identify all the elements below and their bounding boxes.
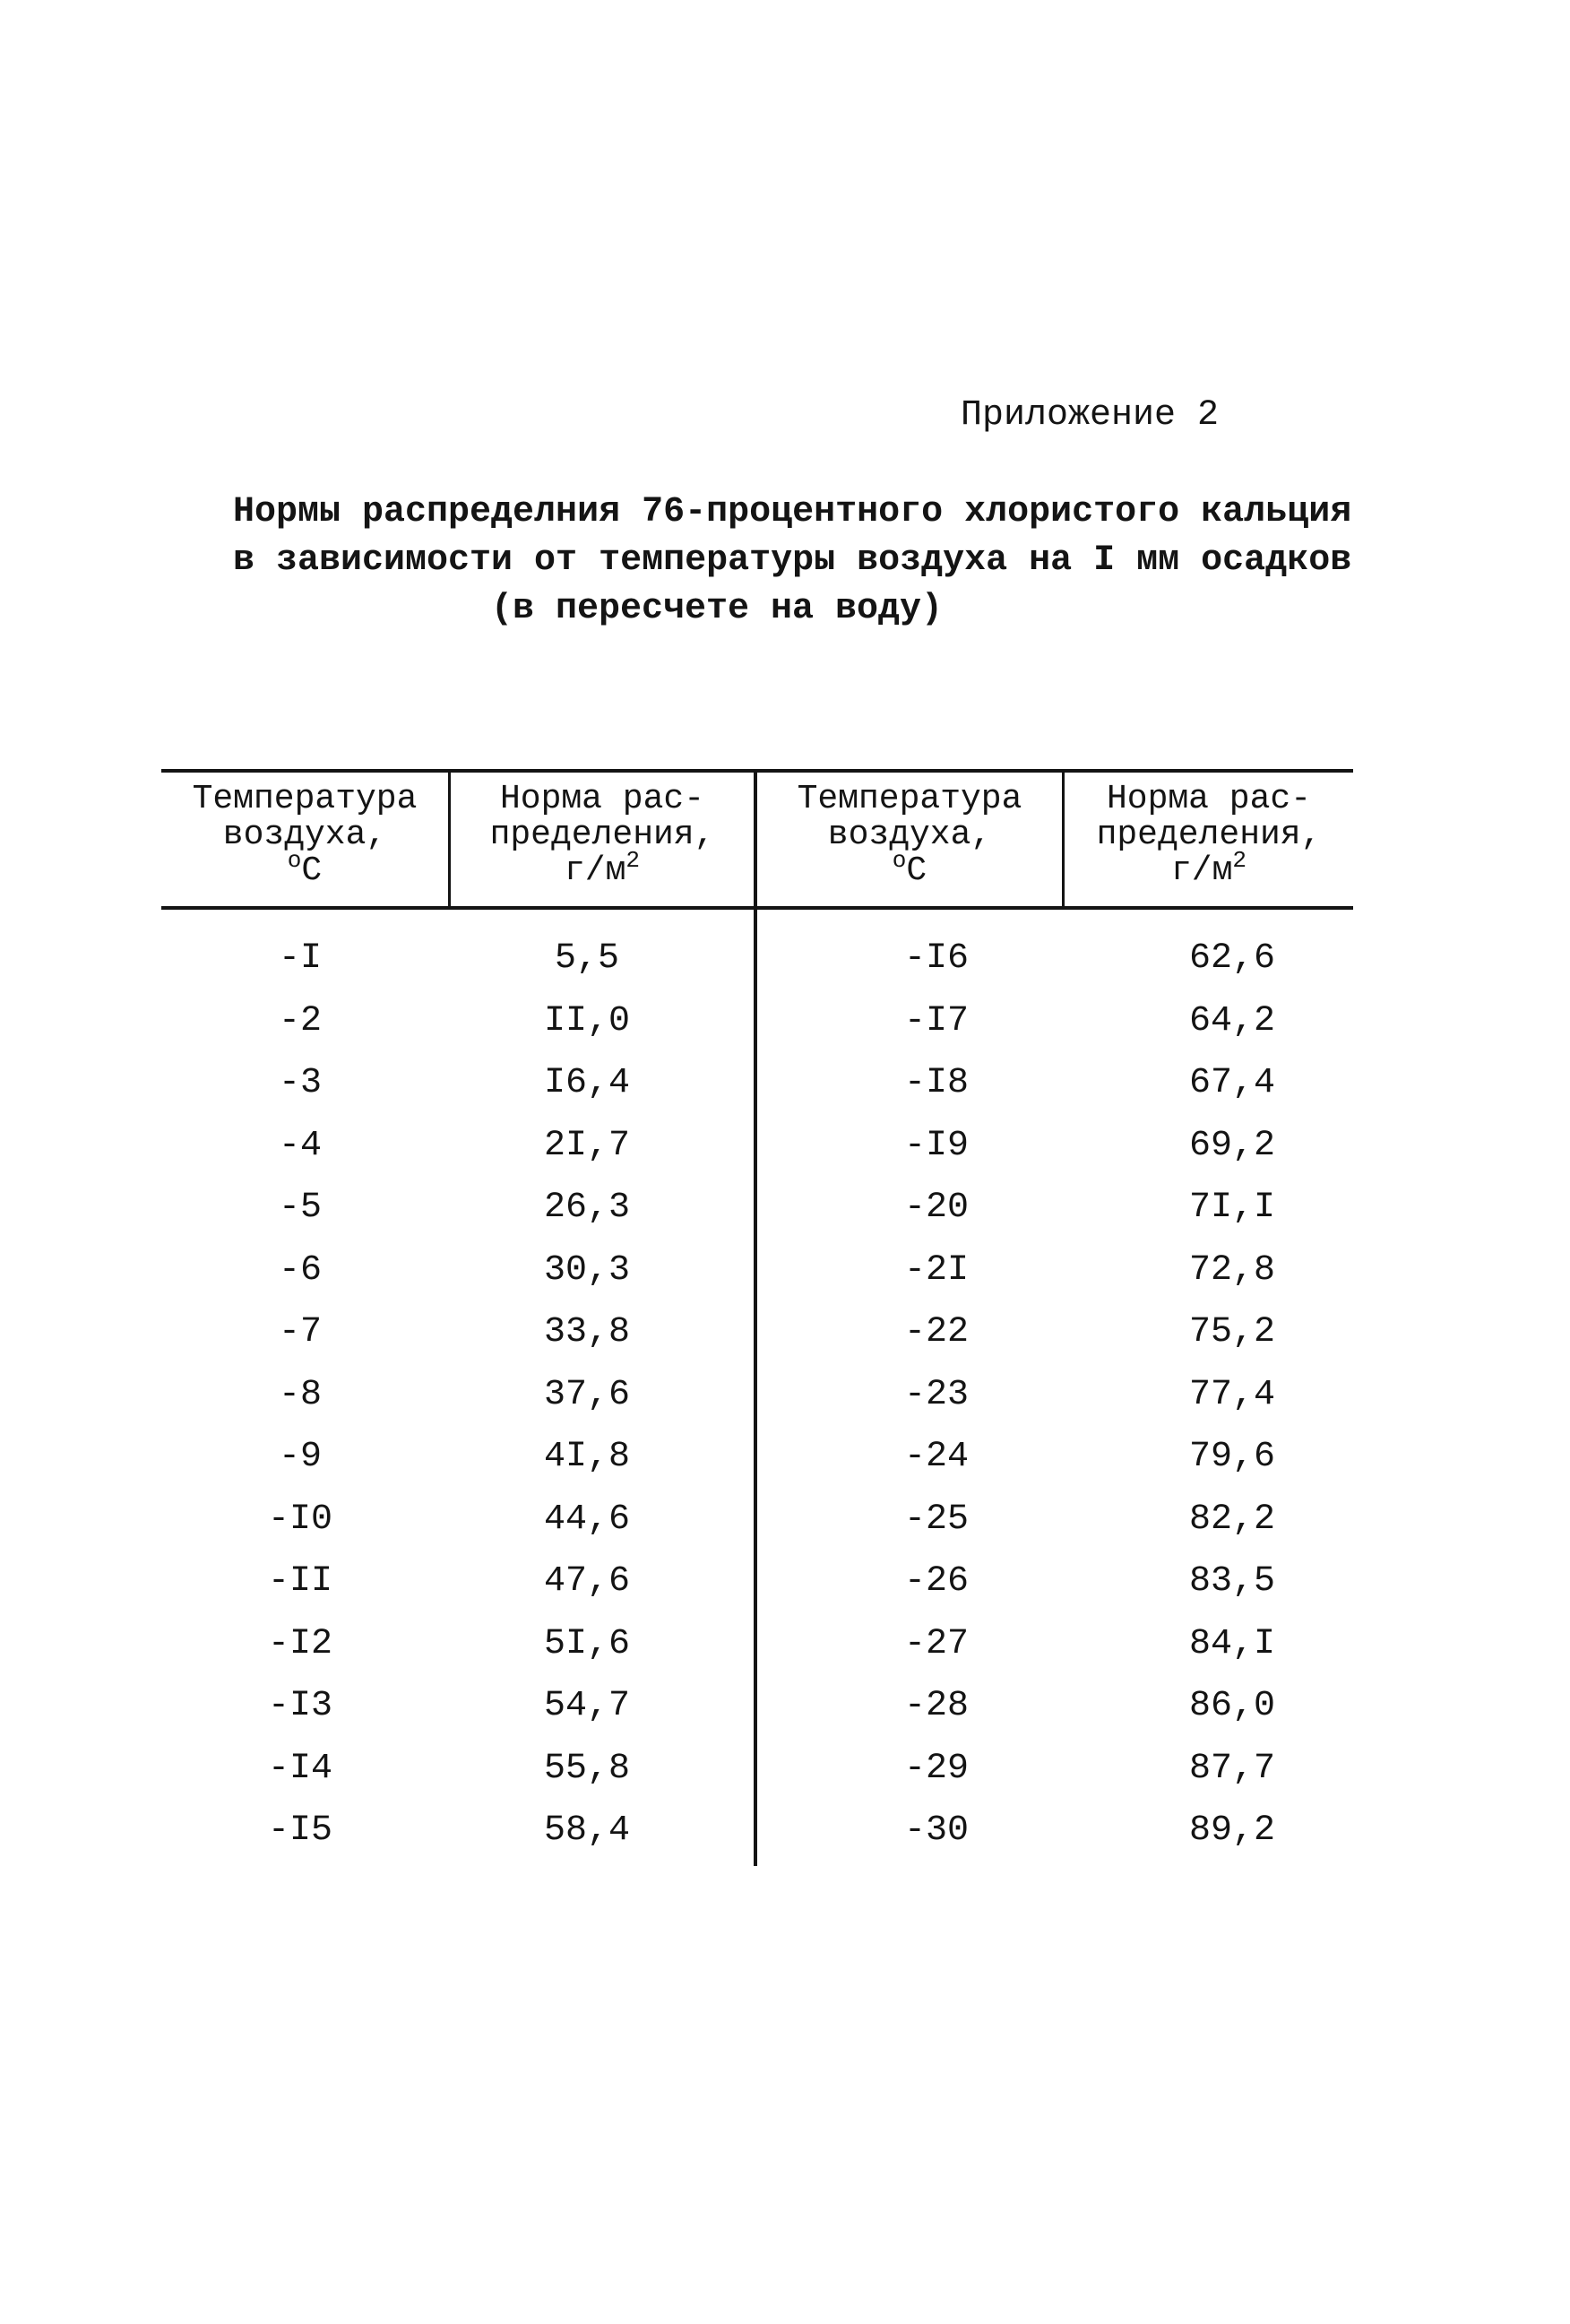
unit-sup: 2 — [625, 847, 641, 874]
temperature-cell: -I3 — [267, 1686, 332, 1726]
norm-cell: 30,3 — [543, 1249, 630, 1291]
header-norm-line2: пределения, — [489, 816, 715, 854]
temperature-cell: -I5 — [267, 1810, 332, 1851]
degree-sup: o — [287, 847, 302, 874]
temperature-cell: -24 — [903, 1437, 969, 1477]
norm-cell: 86,0 — [1188, 1686, 1275, 1726]
temperature-cell: -27 — [903, 1623, 969, 1664]
header-bottom-rule — [161, 906, 1353, 910]
header-norm-unit — [1065, 847, 1353, 890]
temperature-cell: -29 — [903, 1748, 969, 1789]
appendix-label: Приложение 2 — [960, 395, 1219, 436]
header-norm-line1: Норма рас- — [499, 780, 705, 818]
norm-cell: 47,6 — [543, 1561, 630, 1602]
table-row — [161, 1675, 1353, 1738]
norm-cell: 84,I — [1188, 1623, 1275, 1664]
header-temp-line1: Температура — [192, 780, 418, 818]
temperature-cell: -8 — [278, 1374, 322, 1415]
title-line-2: в зависимости от температуры воздуха на I мм осадков — [233, 540, 1352, 581]
norm-cell: 89,2 — [1188, 1810, 1275, 1851]
header-norm-line2: пределения, — [1096, 816, 1322, 854]
temperature-cell: -I2 — [267, 1623, 332, 1664]
norm-cell: 77,4 — [1188, 1374, 1275, 1415]
temperature-cell: -20 — [903, 1188, 969, 1228]
unit-sup: 2 — [1232, 847, 1247, 874]
header-norm-left — [451, 782, 754, 889]
table-row — [161, 928, 1353, 990]
table-top-rule — [161, 769, 1353, 773]
temperature-cell: -23 — [903, 1374, 969, 1415]
header-temp-line2: воздуха, — [222, 816, 387, 854]
header-norm-line1: Норма рас- — [1106, 780, 1312, 818]
header-temp-line2: воздуха, — [827, 816, 992, 854]
norm-cell: 5I,6 — [543, 1623, 630, 1664]
norm-cell: 26,3 — [543, 1188, 630, 1228]
temperature-cell: -I7 — [903, 1000, 969, 1041]
table-body — [161, 928, 1353, 1862]
table-row — [161, 1115, 1353, 1178]
temperature-cell: -I0 — [267, 1499, 332, 1540]
norm-cell: 79,6 — [1188, 1437, 1275, 1477]
table-row — [161, 1177, 1353, 1240]
norm-cell: 82,2 — [1188, 1499, 1275, 1540]
norm-cell: 83,5 — [1188, 1561, 1275, 1602]
temperature-cell: -2I — [903, 1249, 969, 1291]
table-row — [161, 1800, 1353, 1862]
header-temp-unit — [161, 847, 448, 890]
norm-cell: 44,6 — [543, 1499, 630, 1540]
temperature-cell: -22 — [903, 1312, 969, 1352]
header-temp-unit — [757, 847, 1062, 890]
norm-cell: II,0 — [543, 1000, 630, 1041]
table-row — [161, 1364, 1353, 1427]
temperature-cell: -7 — [278, 1312, 322, 1352]
table-row — [161, 1052, 1353, 1115]
norm-cell: 58,4 — [543, 1810, 630, 1851]
norm-cell: 87,7 — [1188, 1748, 1275, 1789]
table-row — [161, 1551, 1353, 1613]
table-row — [161, 1301, 1353, 1364]
temperature-cell: -I — [278, 938, 322, 979]
table-row — [161, 1240, 1353, 1302]
celsius-letter: C — [906, 851, 927, 890]
degree-sup: o — [892, 847, 907, 874]
header-temp-line1: Температура — [797, 780, 1022, 818]
norm-cell: 72,8 — [1188, 1249, 1275, 1291]
norm-cell: 54,7 — [543, 1686, 630, 1726]
temperature-cell: -9 — [278, 1437, 322, 1477]
norm-cell: 7I,I — [1188, 1188, 1275, 1228]
temperature-cell: -5 — [278, 1188, 322, 1228]
temperature-cell: -6 — [278, 1249, 322, 1291]
temperature-cell: -I4 — [267, 1748, 332, 1789]
table-row — [161, 990, 1353, 1053]
temperature-cell: -25 — [903, 1499, 969, 1540]
title-line-1: Нормы распределния 76-процентного хлористого кальция — [233, 492, 1352, 532]
temperature-cell: -28 — [903, 1686, 969, 1726]
norm-cell: 2I,7 — [543, 1125, 630, 1166]
temperature-cell: -4 — [278, 1125, 322, 1166]
header-norm-unit — [451, 847, 754, 890]
norm-cell: I6,4 — [543, 1063, 630, 1103]
temperature-cell: -3 — [278, 1063, 322, 1103]
norm-cell: 5,5 — [554, 938, 619, 979]
norm-cell: 75,2 — [1188, 1312, 1275, 1352]
temperature-cell: -2 — [278, 1000, 322, 1041]
norm-cell: 64,2 — [1188, 1000, 1275, 1041]
title-line-3: (в пересчете на воду) — [490, 589, 944, 629]
table-row — [161, 1613, 1353, 1676]
norm-cell: 55,8 — [543, 1748, 630, 1789]
header-norm-right — [1065, 782, 1353, 889]
unit-text: г/м — [564, 851, 626, 890]
norm-cell: 67,4 — [1188, 1063, 1275, 1103]
temperature-cell: -I9 — [903, 1125, 969, 1166]
unit-text: г/м — [1170, 851, 1233, 890]
document-title — [188, 488, 1352, 634]
distribution-table — [161, 769, 1353, 1862]
norm-cell: 4I,8 — [543, 1437, 630, 1477]
temperature-cell: -30 — [903, 1810, 969, 1851]
celsius-letter: C — [301, 851, 323, 890]
temperature-cell: -I6 — [903, 938, 969, 979]
table-row — [161, 1489, 1353, 1551]
table-row — [161, 1738, 1353, 1801]
header-temperature-left — [161, 782, 448, 889]
norm-cell: 69,2 — [1188, 1125, 1275, 1166]
header-temperature-right — [757, 782, 1062, 889]
norm-cell: 62,6 — [1188, 938, 1275, 979]
temperature-cell: -I8 — [903, 1063, 969, 1103]
table-row — [161, 1426, 1353, 1489]
temperature-cell: -II — [267, 1561, 332, 1602]
norm-cell: 37,6 — [543, 1374, 630, 1415]
norm-cell: 33,8 — [543, 1312, 630, 1352]
temperature-cell: -26 — [903, 1561, 969, 1602]
